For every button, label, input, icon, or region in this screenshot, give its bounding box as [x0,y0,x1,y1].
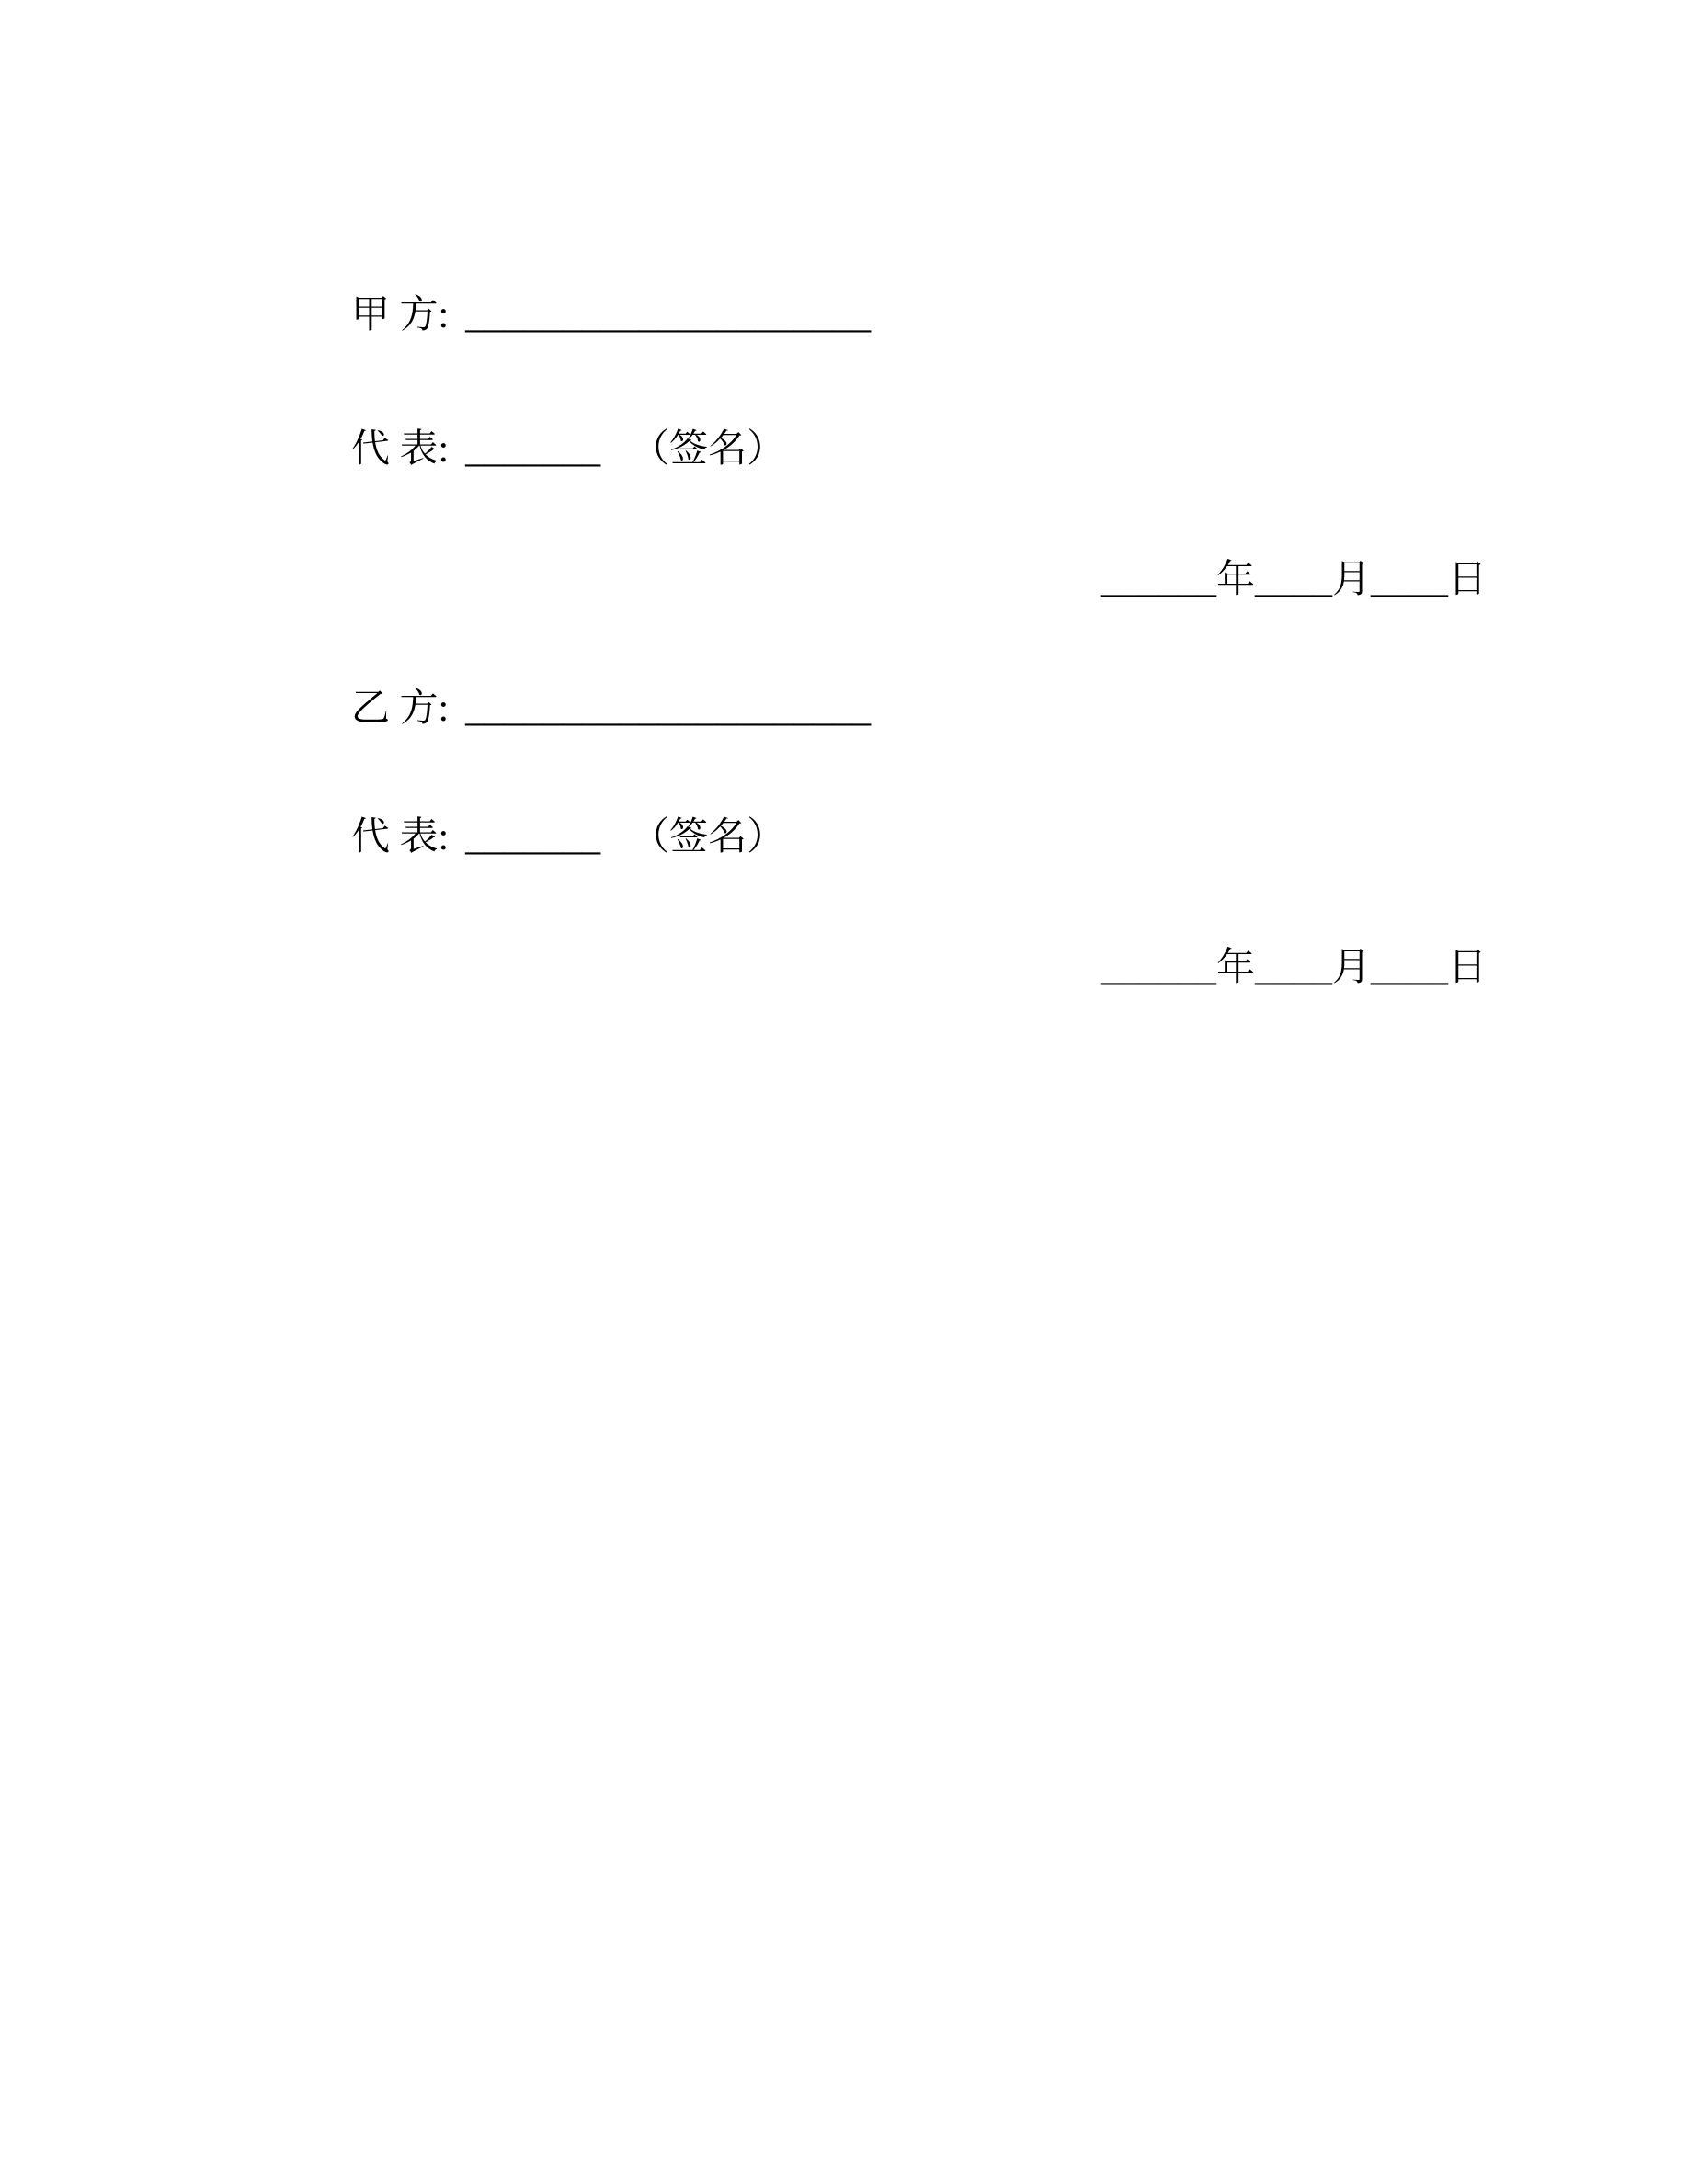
party-b-signature-note: （签名） [631,816,786,859]
party-b-year-blank: ______ [1101,947,1216,989]
party-a-signature-note: （签名） [631,428,786,471]
party-b-rep-blank: _______ [465,816,601,859]
party-a-date-line [1062,522,1487,638]
party-a-year-blank: ______ [1101,559,1216,601]
party-b-month-label: 月 [1332,947,1372,989]
party-a-month-label: 月 [1332,559,1372,601]
party-a-rep-label: 代 表: [351,428,450,471]
party-a-representative-line [313,392,785,507]
party-a-year-label: 年 [1216,559,1256,601]
party-a-day-blank: ____ [1371,559,1449,601]
party-b-day-label: 日 [1448,947,1488,989]
party-a-label: 甲 方: [351,294,450,336]
party-b-name-line [313,651,871,767]
party-b-name-blank: _____________________ [465,688,872,730]
party-a-rep-blank: _______ [465,428,601,471]
party-b-rep-label: 代 表: [351,816,450,859]
party-b-label: 乙 方: [351,688,450,730]
party-b-representative-line [313,779,785,895]
party-b-year-label: 年 [1216,947,1256,989]
party-a-name-line [313,257,871,373]
party-b-month-blank: ____ [1255,947,1333,989]
party-b-day-blank: ____ [1371,947,1449,989]
party-a-name-blank: _____________________ [465,294,872,336]
party-b-date-line [1062,910,1487,1026]
party-a-day-label: 日 [1448,559,1488,601]
party-a-month-blank: ____ [1255,559,1333,601]
